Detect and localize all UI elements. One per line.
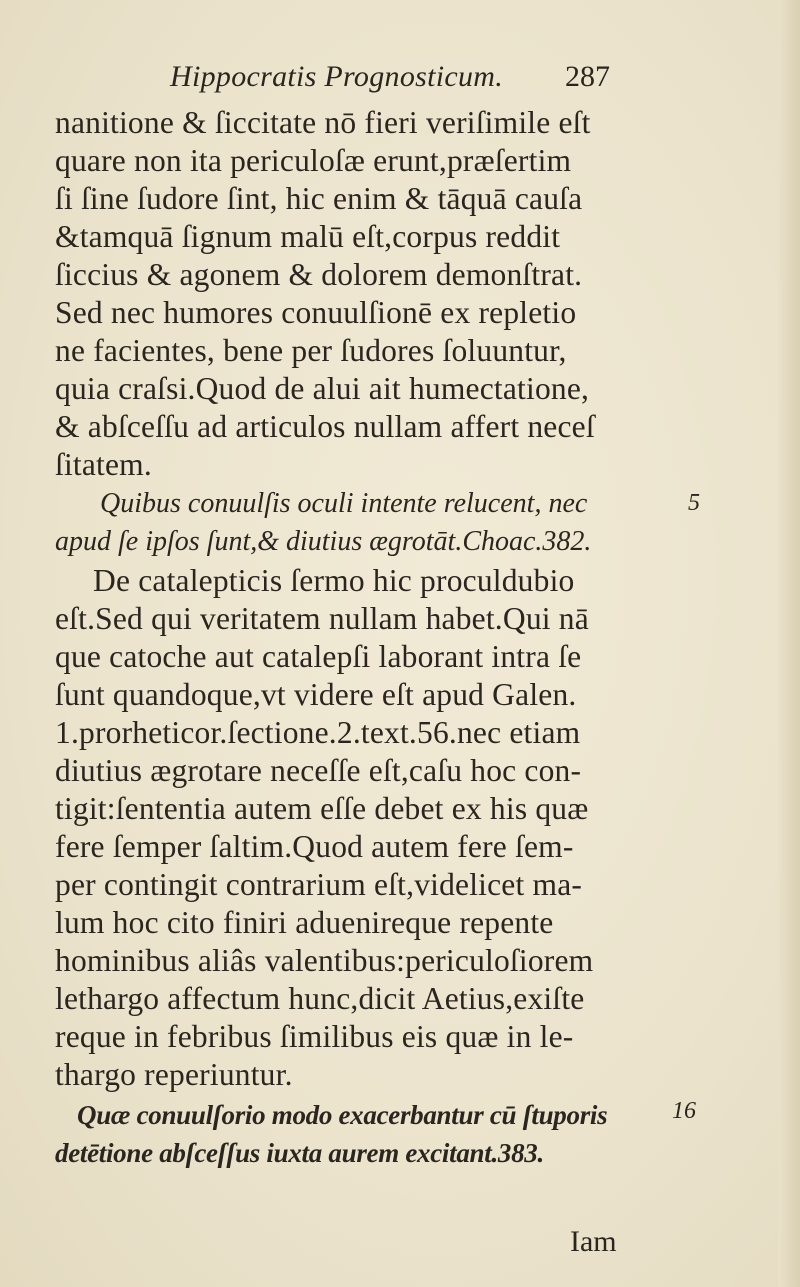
aphorism-line: Quæ conuulſorio modo exacerbantur cū ſtuporis	[77, 1100, 608, 1130]
text-line: fere ſemper ſaltim.Quod autem fere ſem-	[55, 829, 574, 864]
text-line: diutius ægrotare neceſſe eſt,caſu hoc con-	[55, 753, 582, 788]
text-line: thargo reperiuntur.	[55, 1057, 293, 1092]
text-line: lethargo affectum hunc,dicit Aetius,exiſte	[55, 981, 585, 1016]
text-line: & abſceſſu ad articulos nullam affert neceſ	[55, 409, 595, 444]
aphorism-line: Quibus conuulſis oculi intente relucent, nec	[100, 488, 588, 519]
text-line: Sed nec humores conuulſionē ex repletio	[55, 295, 577, 330]
text-line: De catalepticis ſermo hic proculdubio	[93, 563, 575, 598]
margin-note: 16	[672, 1098, 696, 1124]
text-line: tigit:ſententia autem eſſe debet ex his quæ	[55, 791, 589, 826]
text-line: ne facientes, bene per ſudores ſoluuntur,	[55, 333, 567, 368]
text-line: 1.prorheticor.ſectione.2.text.56.nec etiam	[55, 715, 581, 750]
text-line: lum hoc cito finiri aduenireque repente	[55, 905, 554, 940]
text-line: ſiccius & agonem & dolorem demonſtrat.	[55, 257, 583, 292]
page-number: 287	[565, 60, 610, 93]
running-head: Hippocratis Prognosticum.	[170, 60, 504, 93]
text-line: nanitione & ſiccitate nō fieri veriſimile eſt	[55, 105, 591, 140]
text-line: quare non ita periculoſæ erunt,præſertim	[55, 143, 572, 178]
text-line: hominibus aliâs valentibus:periculoſiorem	[55, 943, 594, 978]
text-line: quia craſsi.Quod de alui ait humectatione,	[55, 371, 590, 406]
catchword: Iam	[570, 1225, 617, 1258]
text-line: per contingit contrarium eſt,videlicet ma-	[55, 867, 583, 902]
text-line: eſt.Sed qui veritatem nullam habet.Qui nā	[55, 601, 589, 636]
aphorism-line: apud ſe ipſos ſunt,& diutius ægrotāt.Choac.382.	[55, 526, 592, 557]
margin-note: 5	[688, 490, 700, 516]
page-edge	[778, 0, 800, 1287]
page-header	[170, 60, 630, 100]
text-line: reque in febribus ſimilibus eis quæ in le-	[55, 1019, 574, 1054]
text-line: ſi ſine ſudore ſint, hic enim & tāquā cauſa	[55, 181, 583, 216]
text-line: ſunt quandoque,vt videre eſt apud Galen.	[55, 677, 577, 712]
text-line: &tamquā ſignum malū eſt,corpus reddit	[55, 219, 561, 254]
aphorism-line: detētione abſceſſus iuxta aurem excitant.383.	[55, 1138, 544, 1168]
text-line: ſitatem.	[55, 447, 152, 482]
text-line: que catoche aut catalepſi laborant intra ſe	[55, 639, 582, 674]
